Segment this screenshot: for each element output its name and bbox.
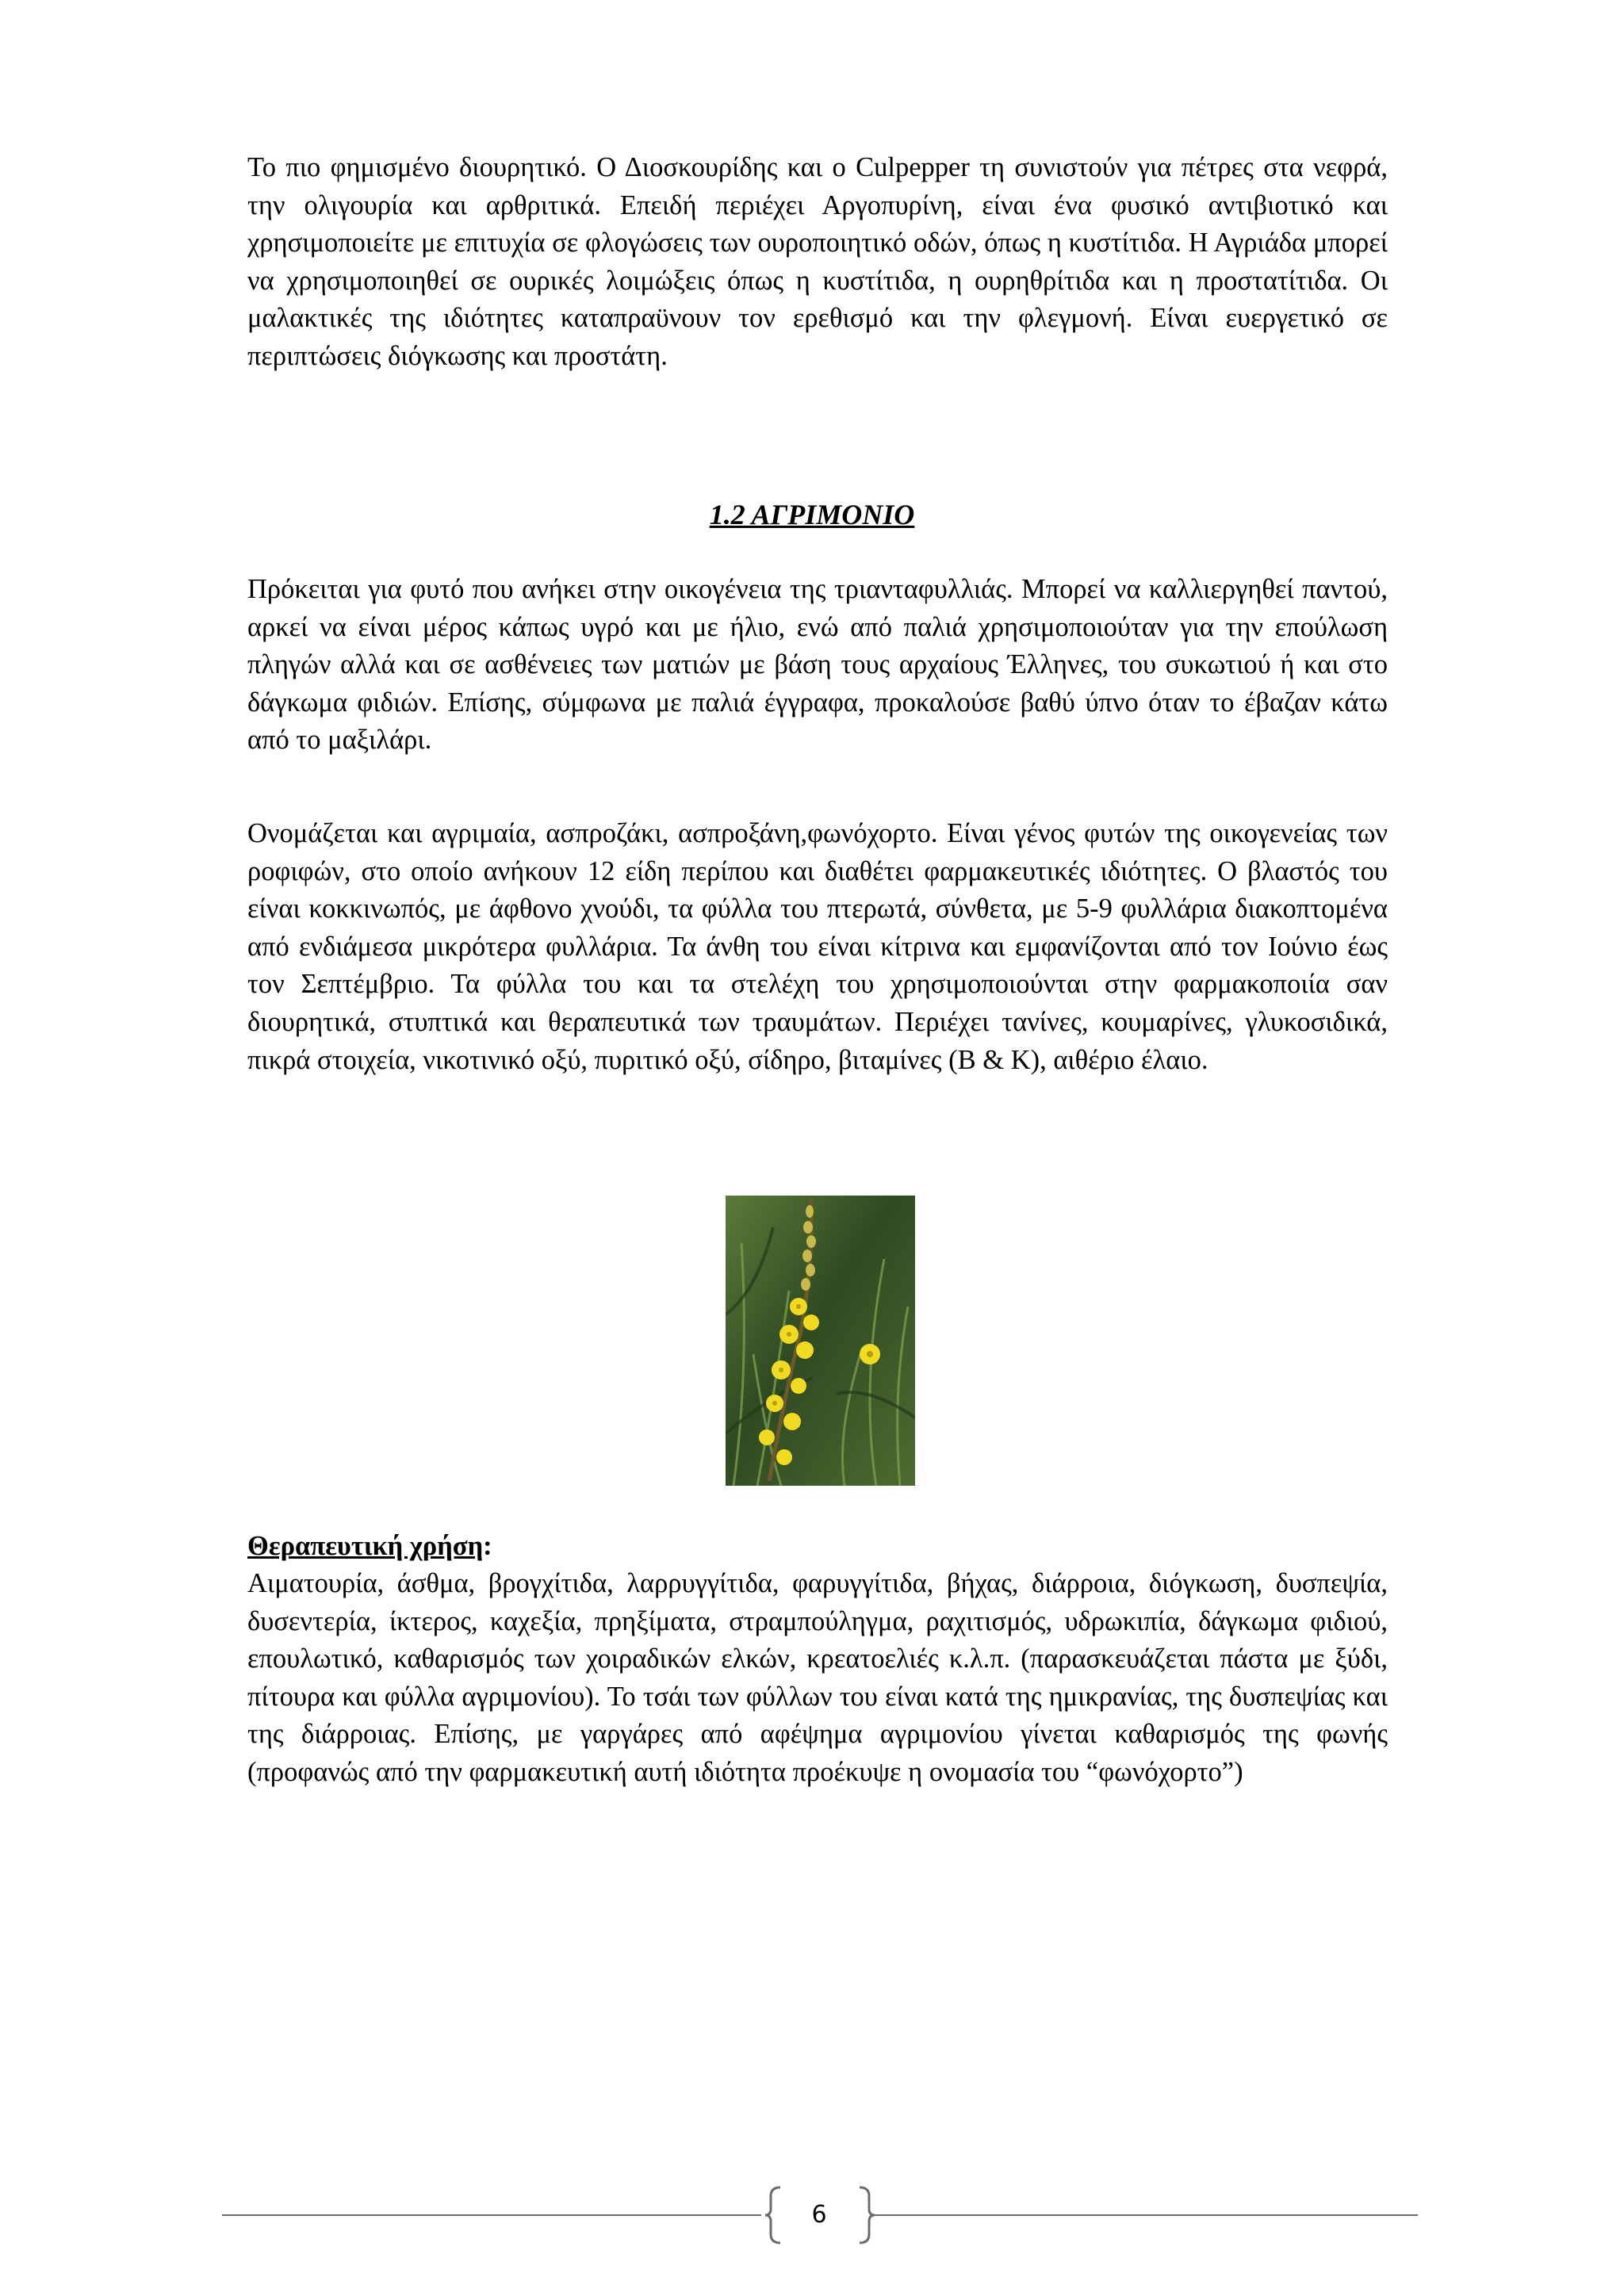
agrimony-photo [726,1196,915,1486]
therapeutic-use-label: Θεραπευτική χρήση [247,1531,484,1561]
section-heading: 1.2 ΑΓΡΙΜΟΝΙΟ [709,499,915,530]
left-brace-icon [763,2185,783,2245]
therapeutic-use-paragraph: Αιματουρία, άσθμα, βρογχίτιδα, λαρρυγγίτιδα, φαρυγγίτιδα, βήχας, διάρροια, διόγκωση, δυσπεψία, δυσεντερία, ίκτερος, καχεξία, πρηξίματα, στραμπούληγμα, ραχιτισμός, υδρωκιπία, δάγκωμα φιδιού, επουλωτικό, καθαρισμός των χοιραδικών ελκών, κρεατοελιές κ.λ.π. (παρασκευάζεται πάστα με ξύδι, πίτουρα και φύλλα αγριμονίου). Το τσάι των φύλλων του είναι κατά της ημικρανίας, της δυσπεψίας και της διάρροιας. Επίσης, με γαργάρες από αφέψημα αγριμονίου γίνεται καθαρισμός της φωνής (προφανώς από την φαρμακευτική αυτή ιδιότητα προέκυψε η ονομασία του “φωνόχορτο”) [247,1568,1388,1787]
names-paragraph: Ονομάζεται και αγριμαία, ασπροζάκι, ασπροξάνη,φωνόχορτο. Είναι γένος φυτών της οικογενείας των ροφιφών, στο οποίο ανήκουν 12 είδη περίπου και διαθέτει φαρμακευτικές ιδιότητες. Ο βλαστός του είναι κοκκινωπός, με άφθονο χνούδι, τα φύλλα του πτερωτά, σύνθετα, με 5-9 φυλλάρια διακοπτομένα από ενδιάμεσα μικρότερα φυλλάρια. Τα άνθη του είναι κίτρινα και εμφανίζονται από τον Ιούνιο έως τον Σεπτέμβριο. Τα φύλλα του και τα στελέχη του χρησιμοποιούνται στην φαρμακοποιία σαν διουρητικά, στυπτικά και θεραπευτικά των τραυμάτων. Περιέχει τανίνες, κουμαρίνες, γλυκοσιδικά, πικρά στοιχεία, νικοτινικό οξύ, πυριτικό οξύ, σίδηρο, βιταμίνες (Β & Κ), αιθέριο έλαιο. [247,818,1388,1075]
page-number: 6 [811,2201,827,2229]
therapeutic-use-colon: : [483,1531,492,1561]
footer-rule-left [222,2214,761,2216]
right-brace-icon [856,2185,877,2245]
therapeutic-use-heading [247,1528,492,1566]
plant-image [726,1196,915,1486]
description-paragraph: Πρόκειται για φυτό που ανήκει στην οικογένεια της τριανταφυλλιάς. Μπορεί να καλλιεργηθεί παντού, αρκεί να είναι μέρος κάπως υγρό και με ήλιο, ενώ από παλιά χρησιμοποιούταν για την επούλωση πληγών αλλά και σε ασθένειες των ματιών με βάση τους αρχαίους Έλληνες, του συκωτιού ή και στο δάγκωμα φιδιών. Επίσης, σύμφωνα με παλιά έγγραφα, προκαλούσε βαθύ ύπνο όταν το έβαζαν κάτω από το μαξιλάρι. [247,574,1388,756]
intro-paragraph: Το πιο φημισμένο διουρητικό. Ο Διοσκουρίδης και ο Culpepper τη συνιστούν για πέτρες στα νεφρά, την ολιγουρία και αρθριτικά. Επειδή περιέχει Αργοπυρίνη, είναι ένα φυσικό αντιβιοτικό και χρησιμοποιείτε με επιτυχία σε φλογώσεις των ουροποιητικό οδών, όπως η κυστίτιδα. Η Αγριάδα μπορεί να χρησιμοποιηθεί σε ουρικές λοιμώξεις όπως η κυστίτιδα, η ουρηθρίτιδα και η προστατίτιδα. Οι μαλακτικές της ιδιότητες καταπραϋνουν τον ερεθισμό και την φλεγμονή. Είναι ευεργετικό σε περιπτώσεις διόγκωσης και προστάτη. [247,152,1388,371]
footer-rule-right [872,2214,1418,2216]
